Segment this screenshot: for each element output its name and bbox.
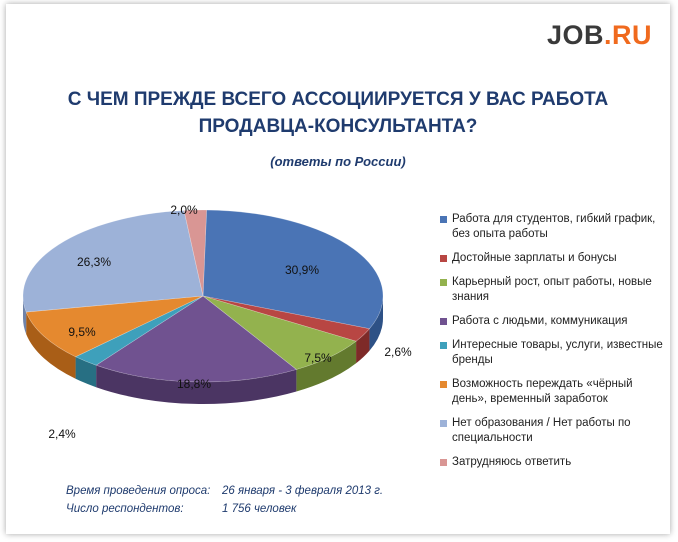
- legend-swatch-6: [440, 420, 447, 427]
- slice-data-label-7: 2,0%: [170, 203, 198, 217]
- legend-item-4: [440, 338, 670, 368]
- survey-footer: [66, 482, 384, 518]
- respondents-label: Число респондентов:: [66, 503, 184, 515]
- legend-swatch-4: [440, 342, 447, 349]
- logo-ru: RU: [612, 20, 652, 50]
- legend-swatch-5: [440, 381, 447, 388]
- slice-data-label-2: 7,5%: [304, 351, 332, 365]
- legend-label-2: Карьерный рост, опыт работы, новые знания: [452, 276, 652, 303]
- legend-label-3: Работа с людьми, коммуникация: [452, 315, 628, 327]
- legend-item-6: [440, 416, 670, 446]
- legend-swatch-1: [440, 255, 447, 262]
- legend-label-4: Интересные товары, услуги, известные бренды: [452, 339, 663, 366]
- legend-label-6: Нет образования / Нет работы по специальности: [452, 417, 631, 444]
- respondents-row: [66, 500, 297, 518]
- legend-item-0: [440, 212, 670, 242]
- slice-data-label-4: 2,4%: [48, 427, 76, 441]
- legend-item-5: [440, 377, 670, 407]
- legend-swatch-7: [440, 459, 447, 466]
- legend-swatch-0: [440, 216, 447, 223]
- slice-data-label-1: 2,6%: [384, 345, 412, 359]
- chart-legend: [440, 212, 670, 479]
- survey-date-value: 26 января - 3 февраля 2013 г.: [222, 485, 384, 497]
- slice-data-label-6: 26,3%: [76, 255, 112, 269]
- slice-data-label-5: 9,5%: [68, 325, 96, 339]
- legend-label-0: Работа для студентов, гибкий график, без опыта работы: [452, 213, 656, 240]
- legend-label-1: Достойные зарплаты и бонусы: [452, 252, 617, 264]
- legend-item-1: [440, 251, 670, 266]
- chart-subtitle: (ответы по России): [270, 154, 406, 169]
- chart-title-line-2: ПРОДАВЦА-КОНСУЛЬТАНТА?: [198, 116, 478, 137]
- slice-data-label-0: 30,9%: [284, 263, 320, 277]
- slice-data-label-3: 18,8%: [176, 377, 212, 391]
- legend-item-7: [440, 455, 670, 470]
- chart-card: [6, 4, 670, 534]
- legend-swatch-3: [440, 318, 447, 325]
- legend-label-7: Затрудняюсь ответить: [452, 456, 572, 468]
- survey-date-row: [66, 482, 384, 500]
- pie-slice-6: [23, 210, 203, 312]
- survey-date-label: Время проведения опроса:: [66, 485, 211, 497]
- legend-item-3: [440, 314, 670, 329]
- chart-title-line-1: С ЧЕМ ПРЕЖДЕ ВСЕГО АССОЦИИРУЕТСЯ У ВАС РАБОТА: [67, 89, 609, 110]
- logo-job: JOB: [546, 20, 604, 50]
- respondents-value: 1 756 человек: [222, 503, 297, 515]
- legend-item-2: [440, 275, 670, 305]
- legend-swatch-2: [440, 279, 447, 286]
- legend-label-5: Возможность переждать «чёрный день», временный заработок: [452, 378, 633, 405]
- logo-dot: .: [603, 20, 612, 50]
